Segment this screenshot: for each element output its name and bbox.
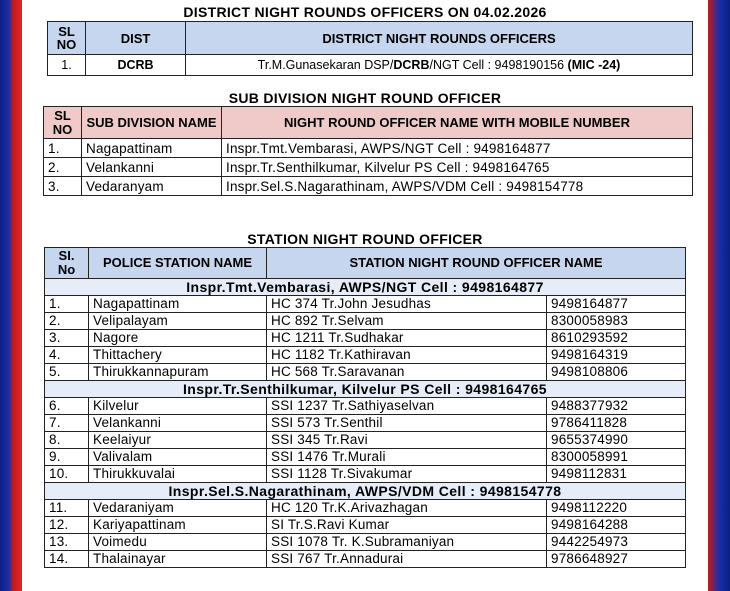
table-row	[44, 177, 693, 196]
sl-cell: 5.	[45, 364, 89, 381]
station-cell: Velankanni	[89, 415, 267, 432]
table-header-row	[44, 107, 693, 139]
officer-cell: SSI 1237 Tr.Sathiyaselvan	[267, 398, 547, 415]
table-row	[45, 500, 686, 517]
table-row	[48, 55, 693, 76]
station-cell: Vedaraniyam	[89, 500, 267, 517]
officer-cell: SSI 1078 Tr. K.Subramaniyan	[267, 534, 547, 551]
district-section-title: DISTRICT NIGHT ROUNDS OFFICERS ON 04.02.2026	[183, 4, 547, 20]
station-cell: Nagapattinam	[89, 296, 267, 313]
table-row	[45, 347, 686, 364]
officer-unit: DCRB	[393, 58, 430, 72]
station-cell: Voimedu	[89, 534, 267, 551]
station-cell: Kariyapattinam	[89, 517, 267, 534]
subdivision-cell: Velankanni	[82, 158, 222, 177]
phone-cell: 8610293592	[547, 330, 686, 347]
subdivision-cell: Nagapattinam	[82, 139, 222, 158]
officer-cell: Inspr.Tr.Senthilkumar, Kilvelur PS Cell : 9498164765	[222, 158, 693, 177]
sl-cell: 4.	[45, 347, 89, 364]
station-cell: Kilvelur	[89, 398, 267, 415]
column-header: SI. No	[45, 248, 89, 279]
column-header: SL NO	[44, 107, 82, 139]
phone-cell: 9786648927	[547, 551, 686, 568]
phone-cell: 9498164319	[547, 347, 686, 364]
right-border-frame	[708, 0, 730, 591]
left-border-frame	[0, 0, 22, 591]
officer-cell: HC 1211 Tr.Sudhakar	[267, 330, 547, 347]
subdivision-officers-table	[43, 106, 693, 196]
sl-cell: 1.	[48, 55, 86, 76]
station-cell: Thalainayar	[89, 551, 267, 568]
officer-cell: HC 892 Tr.Selvam	[267, 313, 547, 330]
officer-cell: Inspr.Tmt.Vembarasi, AWPS/NGT Cell : 9498164877	[222, 139, 693, 158]
group-heading: Inspr.Tr.Senthilkumar, Kilvelur PS Cell : 9498164765	[45, 381, 686, 398]
table-header-row	[48, 22, 693, 55]
subdivision-cell: Vedaranyam	[82, 177, 222, 196]
station-cell: Velipalayam	[89, 313, 267, 330]
phone-cell: 9498112831	[547, 466, 686, 483]
group-heading-row	[45, 483, 686, 500]
group-heading: Inspr.Sel.S.Nagarathinam, AWPS/VDM Cell : 9498154778	[45, 483, 686, 500]
officer-cell: SI Tr.S.Ravi Kumar	[267, 517, 547, 534]
phone-cell: 9655374990	[547, 432, 686, 449]
sl-cell: 1.	[44, 139, 82, 158]
table-row	[45, 449, 686, 466]
station-cell: Thirukkuvalai	[89, 466, 267, 483]
sl-cell: 11.	[45, 500, 89, 517]
phone-cell: 9488377932	[547, 398, 686, 415]
officer-cell: SSI 345 Tr.Ravi	[267, 432, 547, 449]
phone-cell: 8300058991	[547, 449, 686, 466]
sl-cell: 10.	[45, 466, 89, 483]
phone-cell: 9498164877	[547, 296, 686, 313]
table-row	[45, 330, 686, 347]
column-header: STATION NIGHT ROUND OFFICER NAME	[267, 248, 686, 279]
table-row	[45, 398, 686, 415]
table-header-row	[45, 248, 686, 279]
table-row	[44, 158, 693, 177]
station-cell: Nagore	[89, 330, 267, 347]
officer-cell: SSI 1476 Tr.Murali	[267, 449, 547, 466]
sl-cell: 2.	[44, 158, 82, 177]
sl-cell: 7.	[45, 415, 89, 432]
column-header: SUB DIVISION NAME	[82, 107, 222, 139]
station-section-title: STATION NIGHT ROUND OFFICER	[247, 231, 483, 247]
station-cell: Valivalam	[89, 449, 267, 466]
subdivision-section-title: SUB DIVISION NIGHT ROUND OFFICER	[228, 90, 502, 106]
phone-cell: 9498164288	[547, 517, 686, 534]
sl-cell: 9.	[45, 449, 89, 466]
phone-cell: 9442254973	[547, 534, 686, 551]
officer-cell: HC 374 Tr.John Jesudhas	[267, 296, 547, 313]
table-row	[45, 432, 686, 449]
table-row	[44, 139, 693, 158]
phone-cell: 9498112220	[547, 500, 686, 517]
officer-tag: (MIC -24)	[567, 58, 621, 72]
officer-cell: SSI 573 Tr.Senthil	[267, 415, 547, 432]
officer-cell: HC 120 Tr.K.Arivazhagan	[267, 500, 547, 517]
sl-cell: 14.	[45, 551, 89, 568]
station-cell: Keelaiyur	[89, 432, 267, 449]
dist-cell: DCRB	[86, 55, 186, 76]
station-cell: Thittachery	[89, 347, 267, 364]
officer-cell	[186, 55, 693, 76]
column-header: DISTRICT NIGHT ROUNDS OFFICERS	[186, 22, 693, 55]
document-page	[26, 0, 704, 591]
table-row	[45, 364, 686, 381]
sl-cell: 12.	[45, 517, 89, 534]
station-cell: Thirukkannapuram	[89, 364, 267, 381]
table-row	[45, 296, 686, 313]
table-row	[45, 466, 686, 483]
officer-cell: HC 568 Tr.Saravanan	[267, 364, 547, 381]
officer-cell: HC 1182 Tr.Kathiravan	[267, 347, 547, 364]
sl-cell: 6.	[45, 398, 89, 415]
officer-cell: SSI 1128 Tr.Sivakumar	[267, 466, 547, 483]
column-header: DIST	[86, 22, 186, 55]
phone-cell: 8300058983	[547, 313, 686, 330]
table-row	[45, 313, 686, 330]
table-row	[45, 415, 686, 432]
sl-cell: 13.	[45, 534, 89, 551]
sl-cell: 3.	[45, 330, 89, 347]
sl-cell: 8.	[45, 432, 89, 449]
group-heading: Inspr.Tmt.Vembarasi, AWPS/NGT Cell : 9498164877	[45, 279, 686, 296]
sl-cell: 3.	[44, 177, 82, 196]
phone-cell: 9498108806	[547, 364, 686, 381]
column-header: SL NO	[48, 22, 86, 55]
phone-cell: 9786411828	[547, 415, 686, 432]
officer-cell: Inspr.Sel.S.Nagarathinam, AWPS/VDM Cell : 9498154778	[222, 177, 693, 196]
group-heading-row	[45, 381, 686, 398]
officer-phone: /NGT Cell : 9498190156	[429, 58, 568, 72]
officer-text: Tr.M.Gunasekaran DSP/	[257, 58, 394, 72]
group-heading-row	[45, 279, 686, 296]
sl-cell: 1.	[45, 296, 89, 313]
officer-cell: SSI 767 Tr.Annadurai	[267, 551, 547, 568]
column-header: NIGHT ROUND OFFICER NAME WITH MOBILE NUMBER	[222, 107, 693, 139]
table-row	[45, 517, 686, 534]
district-officers-table	[47, 21, 693, 76]
column-header: POLICE STATION NAME	[89, 248, 267, 279]
sl-cell: 2.	[45, 313, 89, 330]
table-row	[45, 551, 686, 568]
station-officers-table	[44, 247, 686, 568]
table-row	[45, 534, 686, 551]
